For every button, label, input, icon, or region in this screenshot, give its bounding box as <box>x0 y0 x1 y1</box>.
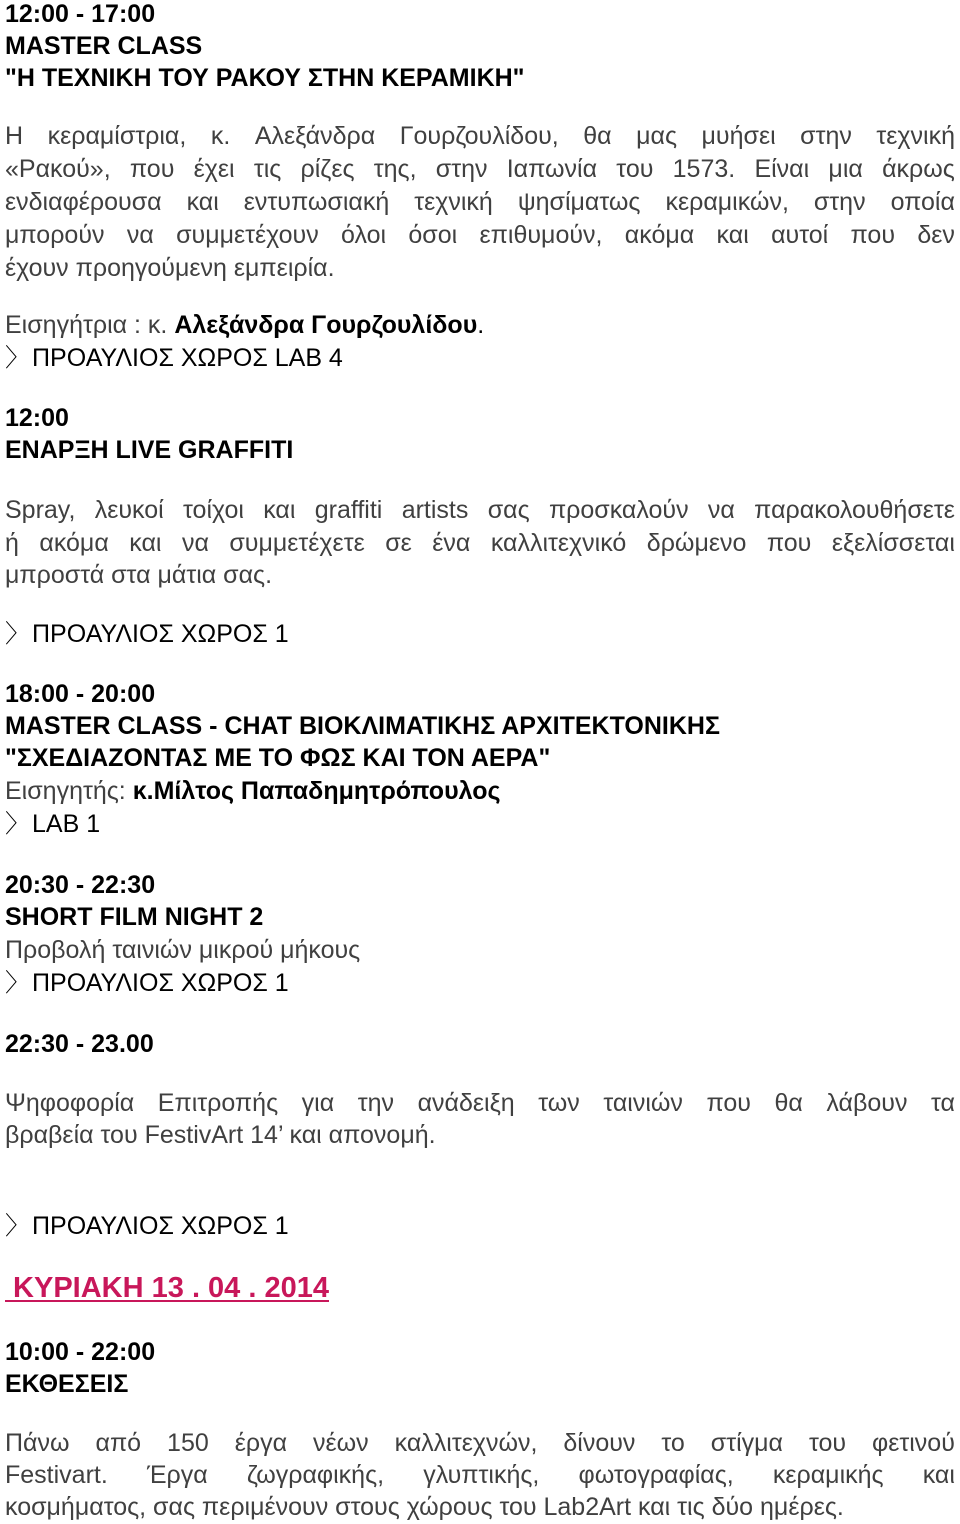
vote-time: 22:30 - 23.00 <box>5 1030 154 1058</box>
word: και <box>129 529 162 557</box>
arrow-icon: 〉 <box>5 1212 31 1240</box>
word: να <box>707 496 735 524</box>
word: κεραμικής <box>772 1461 884 1489</box>
speaker-label: Εισηγήτρια : κ. <box>5 311 168 339</box>
word: την <box>357 1089 395 1117</box>
raku-desc-line <box>5 186 955 218</box>
word: φετινού <box>872 1429 955 1457</box>
word: νέων <box>313 1429 369 1457</box>
word: μια <box>828 155 863 183</box>
word: δρώμενο <box>646 529 747 557</box>
word: Αλεξάνδρα <box>254 122 376 150</box>
word: σας <box>487 496 530 524</box>
word: Ιαπωνία <box>506 155 598 183</box>
word: εντυπωσιακή <box>243 188 390 216</box>
word: γλυπτικής, <box>423 1461 540 1489</box>
word: Spray, <box>5 496 76 524</box>
raku-desc-line <box>5 153 955 185</box>
word: δίνουν <box>563 1429 636 1457</box>
word: έχει <box>193 155 235 183</box>
word: θα <box>774 1089 803 1117</box>
word: και <box>716 221 749 249</box>
word: στην <box>813 188 866 216</box>
word: κεραμίστρια, <box>47 122 187 150</box>
arrow-icon: 〉 <box>5 344 31 372</box>
venue-line <box>5 1210 289 1242</box>
word: θα <box>583 122 612 150</box>
speaker-end: . <box>477 311 485 339</box>
arrow-icon: 〉 <box>5 810 31 838</box>
word: ενδιαφέρουσα <box>5 188 162 216</box>
word: μπορούν <box>5 221 105 249</box>
word: 150 <box>167 1429 209 1457</box>
graffiti-desc-line <box>5 527 955 559</box>
vote-desc-last: βραβεία του FestivArt 14’ και απονομή. <box>5 1121 436 1149</box>
raku-time: 12:00 - 17:00 <box>5 0 156 28</box>
word: μυήσει <box>701 122 776 150</box>
venue-line <box>5 342 343 374</box>
raku-type: MASTER CLASS <box>5 32 203 60</box>
word: το <box>661 1429 685 1457</box>
word: φωτογραφίας, <box>578 1461 734 1489</box>
architecture-speaker <box>5 775 501 807</box>
architecture-type: MASTER CLASS - CHAT ΒΙΟΚΛΙΜΑΤΙΚΗΣ ΑΡΧΙΤΕΚΤΟΝΙΚΗΣ <box>5 712 720 740</box>
word: αυτοί <box>771 221 829 249</box>
graffiti-desc-last: μπροστά στα μάτια σας. <box>5 561 273 589</box>
word: όλοι <box>341 221 387 249</box>
venue-label: ΠΡΟΑΥΛΙΟΣ ΧΩΡΟΣ 1 <box>32 1212 289 1240</box>
sunday-desc-line <box>5 1427 955 1459</box>
word: Festivart. <box>5 1461 108 1489</box>
word: των <box>538 1089 580 1117</box>
word: κεραμικών, <box>665 188 789 216</box>
word: μας <box>636 122 678 150</box>
word: ανάδειξη <box>417 1089 515 1117</box>
word: ζωγραφικής, <box>246 1461 385 1489</box>
word: καλλιτεχνικό <box>490 529 627 557</box>
word: του <box>808 1429 847 1457</box>
film-desc: Προβολή ταινιών μικρού μήκους <box>5 936 361 964</box>
word: άκρως <box>882 155 955 183</box>
raku-title: "Η ΤΕΧΝΙΚΗ ΤΟΥ ΡΑΚΟΥ ΣΤΗΝ ΚΕΡΑΜΙΚΗ" <box>5 64 525 92</box>
word: λάβουν <box>826 1089 908 1117</box>
venue-line <box>5 967 289 999</box>
word: τεχνική <box>414 188 493 216</box>
word: ή <box>5 529 19 557</box>
venue-label: ΠΡΟΑΥΛΙΟΣ ΧΩΡΟΣ LAB 4 <box>32 344 343 372</box>
word: στην <box>435 155 488 183</box>
raku-desc-line <box>5 219 955 251</box>
word: τα <box>931 1089 955 1117</box>
sunday-date-heading: ΚΥΡΙΑΚΗ 13 . 04 . 2014 <box>5 1272 329 1304</box>
word: του <box>616 155 654 183</box>
word: που <box>850 221 895 249</box>
word: ρίζες <box>300 155 355 183</box>
raku-speaker <box>5 309 484 341</box>
word: παρακολουθήσετε <box>754 496 955 524</box>
word: οποία <box>890 188 955 216</box>
word: προσκαλούν <box>548 496 689 524</box>
film-time: 20:30 - 22:30 <box>5 871 156 899</box>
word: εξελίσσεται <box>831 529 955 557</box>
vote-desc-line <box>5 1087 955 1119</box>
word: από <box>95 1429 142 1457</box>
word: ψησίματως <box>517 188 641 216</box>
word: επιθυμούν, <box>479 221 603 249</box>
speaker-label: Εισηγητής: <box>5 777 133 805</box>
word: στίγμα <box>710 1429 783 1457</box>
word: συμμετέχετε <box>229 529 365 557</box>
venue-line <box>5 618 289 650</box>
word: να <box>126 221 154 249</box>
word: Είναι <box>754 155 810 183</box>
venue-line <box>5 808 100 840</box>
word: που <box>706 1089 751 1117</box>
word: και <box>186 188 219 216</box>
word: δεν <box>917 221 955 249</box>
raku-desc-last: έχουν προηγούμενη εμπειρία. <box>5 254 335 282</box>
word: καλλιτεχνών, <box>394 1429 538 1457</box>
architecture-time: 18:00 - 20:00 <box>5 680 156 708</box>
word: να <box>181 529 209 557</box>
word: Ψηφοφορία <box>5 1089 135 1117</box>
word: τις <box>253 155 282 183</box>
word: Έργα <box>146 1461 208 1489</box>
arrow-icon: 〉 <box>5 620 31 648</box>
word: για <box>301 1089 335 1117</box>
word: έργα <box>234 1429 288 1457</box>
word: σε <box>385 529 412 557</box>
word: συμμετέχουν <box>176 221 319 249</box>
speaker-name: Αλεξάνδρα Γουρζουλίδου <box>174 311 478 339</box>
word: Γουρζουλίδου, <box>399 122 559 150</box>
word: graffiti <box>314 496 383 524</box>
sunday-title: ΕΚΘΕΣΕΙΣ <box>5 1370 129 1398</box>
sunday-desc-line <box>5 1459 955 1491</box>
word: Πάνω <box>5 1429 70 1457</box>
word: ακόμα <box>39 529 109 557</box>
word: ακόμα <box>624 221 695 249</box>
speaker-name: κ.Μίλτος Παπαδημητρόπουλος <box>132 777 501 805</box>
word: artists <box>401 496 469 524</box>
word: όσοι <box>408 221 458 249</box>
venue-label: ΠΡΟΑΥΛΙΟΣ ΧΩΡΟΣ 1 <box>32 969 289 997</box>
graffiti-title: ΕΝΑΡΞΗ LIVE GRAFFITI <box>5 436 294 464</box>
word: ένα <box>432 529 471 557</box>
word: που <box>129 155 175 183</box>
architecture-title: "ΣΧΕΔΙΑΖΟΝΤΑΣ ΜΕ ΤΟ ΦΩΣ ΚΑΙ ΤΟΝ ΑΕΡΑ" <box>5 744 551 772</box>
word: και <box>263 496 296 524</box>
word: τοίχοι <box>183 496 244 524</box>
sunday-time: 10:00 - 22:00 <box>5 1338 156 1366</box>
word: και <box>922 1461 955 1489</box>
raku-desc-line <box>5 120 955 152</box>
graffiti-desc-line <box>5 494 955 526</box>
word: που <box>766 529 812 557</box>
word: 1573. <box>672 155 736 183</box>
word: «Ρακού», <box>5 155 111 183</box>
word: ταινιών <box>603 1089 683 1117</box>
arrow-icon: 〉 <box>5 969 31 997</box>
word: της, <box>373 155 417 183</box>
word: λευκοί <box>94 496 164 524</box>
venue-label: ΠΡΟΑΥΛΙΟΣ ΧΩΡΟΣ 1 <box>32 620 289 648</box>
word: κ. <box>210 122 231 150</box>
word: Η <box>5 122 24 150</box>
graffiti-time: 12:00 <box>5 404 69 432</box>
film-title: SHORT FILM NIGHT 2 <box>5 903 264 931</box>
word: τεχνική <box>876 122 955 150</box>
venue-label: LAB 1 <box>32 810 101 838</box>
word: στην <box>800 122 852 150</box>
sunday-desc-last: κοσμήματος, σας περιμένουν στους χώρους του Lab2Art και τις δύο ημέρες. <box>5 1493 844 1521</box>
word: Επιτροπής <box>157 1089 279 1117</box>
